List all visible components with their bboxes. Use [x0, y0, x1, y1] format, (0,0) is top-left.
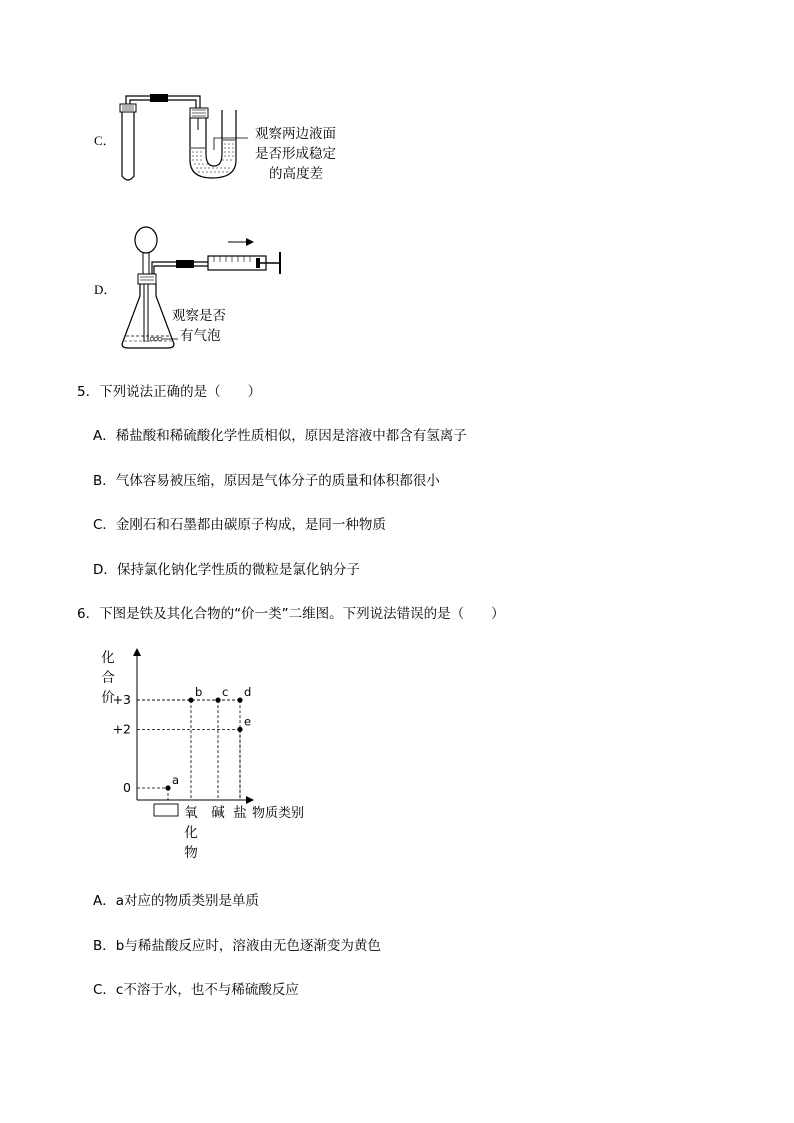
x-category-label: 化 [184, 825, 198, 841]
data-point-label-c: c [222, 685, 229, 700]
data-point-e [237, 727, 242, 732]
data-point-label-b: b [195, 685, 203, 700]
option-d-note-line-2: 有气泡 [180, 328, 221, 344]
x-category-label: 氧 [184, 805, 198, 821]
x-category-label: 物 [184, 845, 198, 861]
y-tick-label: +2 [112, 721, 131, 737]
data-point-label-e: e [244, 714, 252, 729]
category-blank-box [154, 804, 178, 816]
y-tick-label: 0 [123, 780, 131, 795]
question-5-option-a: A．稀盐酸和稀硫酸化学性质相似，原因是溶液中都含有氢离子 [93, 428, 467, 444]
question-6-stem: 6．下图是铁及其化合物的“价一类”二维图。下列说法错误的是（ ） [77, 606, 505, 622]
u-tube-apparatus-figure [110, 82, 260, 192]
question-5-option-d: D．保持氯化钠化学性质的微粒是氯化钠分子 [93, 562, 360, 578]
option-c-note-line-2: 是否形成稳定 [255, 146, 336, 162]
question-6-option-c: C．c不溶于水，也不与稀硫酸反应 [93, 982, 299, 998]
question-5-option-c: C．金刚石和石墨都由碳原子构成，是同一种物质 [93, 517, 386, 533]
data-point-label-d: d [244, 685, 252, 700]
x-category-label: 碱 [211, 805, 225, 821]
data-point-d [237, 698, 242, 703]
y-axis-label-char: 化 [101, 650, 115, 666]
option-d-note [172, 306, 226, 346]
x-axis-label: 物质类别 [252, 806, 305, 821]
question-6-option-b: B．b与稀盐酸反应时，溶液由无色逐渐变为黄色 [93, 938, 381, 954]
data-point-b [188, 698, 193, 703]
data-point-c [215, 698, 220, 703]
y-axis-label-char: 合 [101, 670, 115, 686]
option-c-note [255, 124, 336, 184]
option-c-note-line-1: 观察两边液面 [255, 126, 336, 142]
option-d-label: D． [94, 282, 117, 297]
data-point-label-a: a [172, 773, 180, 787]
valence-category-chart [90, 640, 330, 870]
option-c-label: C． [94, 133, 116, 148]
data-point-a [165, 785, 170, 790]
y-axis-label-char: 价 [101, 690, 115, 706]
question-6-option-a: A．a对应的物质类别是单质 [93, 893, 260, 909]
question-5-stem: 5．下列说法正确的是（ ） [77, 384, 262, 400]
option-c-note-line-3: 的高度差 [269, 166, 323, 182]
x-category-label: 盐 [233, 805, 247, 821]
y-tick-label: +3 [112, 692, 131, 708]
option-d-note-line-1: 观察是否 [172, 308, 226, 324]
question-5-option-b: B．气体容易被压缩，原因是气体分子的质量和体积都很小 [93, 473, 440, 489]
